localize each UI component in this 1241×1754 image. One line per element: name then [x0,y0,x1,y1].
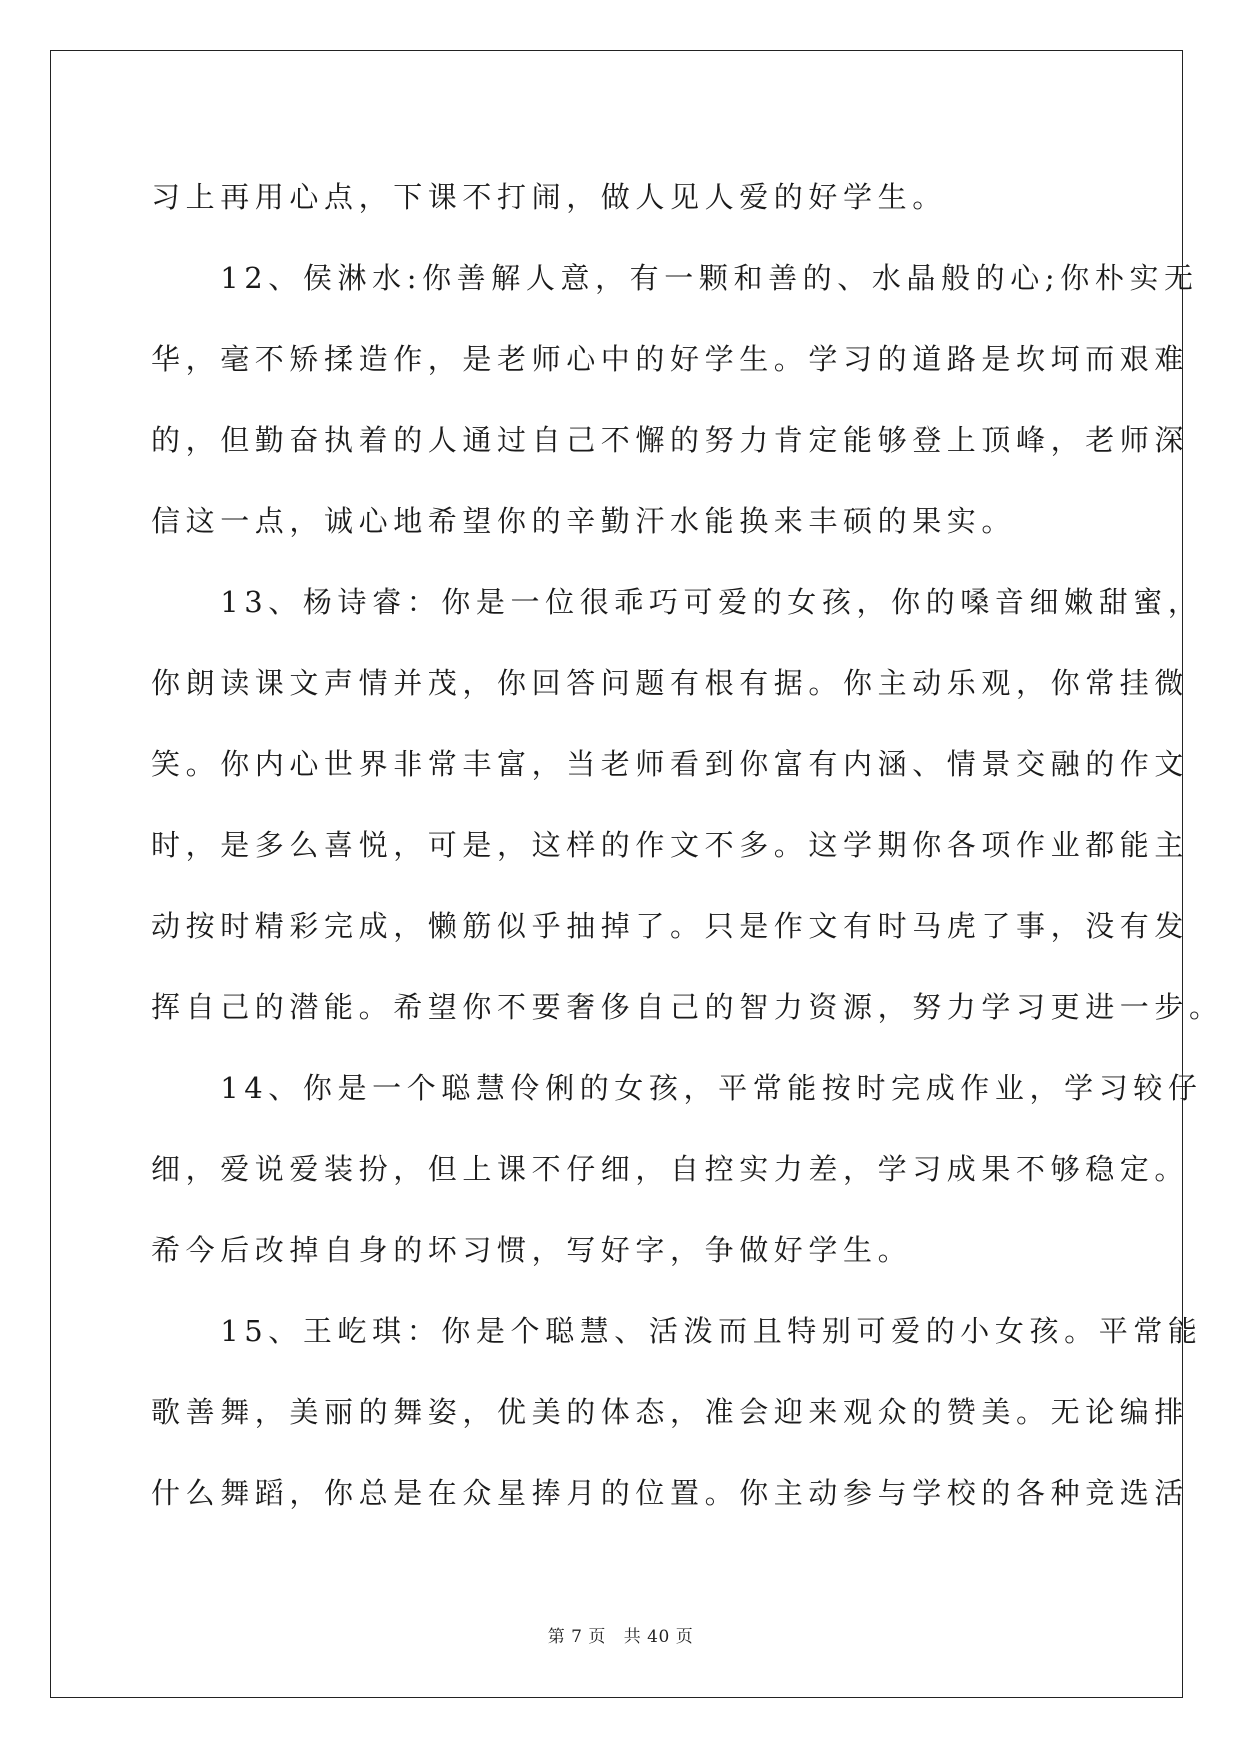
text-line: 动按时精彩完成，懒筋似乎抽掉了。只是作文有时马虎了事，没有发 [151,909,1190,943]
text-line: 习上再用心点，下课不打闹，做人见人爱的好学生。 [151,180,947,214]
document-body [151,157,1224,1534]
paragraph-continuation [151,157,1091,238]
text-line: 华，毫不矫揉造作，是老师心中的好学生。学习的道路是坎坷而艰难 [151,342,1190,376]
text-line: 希今后改掉自身的坏习惯，写好字，争做好学生。 [151,1233,913,1267]
text-line: 什么舞蹈，你总是在众星捧月的位置。你主动参与学校的各种竞选活 [151,1476,1190,1510]
text-line: 细，爱说爱装扮，但上课不仔细，自控实力差，学习成果不够稳定。 [151,1152,1190,1186]
text-line: 12、侯淋水:你善解人意，有一颗和善的、水晶般的心;你朴实无 [151,261,1199,295]
text-line: 笑。你内心世界非常丰富，当老师看到你富有内涵、情景交融的作文 [151,747,1190,781]
page-footer [0,1622,1241,1647]
paragraph-comment-13 [151,562,1224,1048]
paragraph-comment-15 [151,1291,1203,1534]
text-line: 15、王屹琪：你是个聪慧、活泼而且特别可爱的小女孩。平常能 [151,1314,1203,1348]
text-line: 信这一点，诚心地希望你的辛勤汗水能换来丰硕的果实。 [151,504,1017,538]
paragraph-comment-12 [151,238,1199,562]
text-line: 时，是多么喜悦，可是，这样的作文不多。这学期你各项作业都能主 [151,828,1190,862]
text-line: 13、杨诗睿：你是一位很乖巧可爱的女孩，你的嗓音细嫩甜蜜， [151,585,1203,619]
text-line: 歌善舞，美丽的舞姿，优美的体态，准会迎来观众的赞美。无论编排 [151,1395,1190,1429]
text-line: 的，但勤奋执着的人通过自己不懈的努力肯定能够登上顶峰，老师深 [151,423,1190,457]
text-line: 挥自己的潜能。希望你不要奢侈自己的智力资源，努力学习更进一步。 [151,990,1224,1024]
page-total: 共 40 页 [623,1627,694,1647]
text-line: 14、你是一个聪慧伶俐的女孩，平常能按时完成作业，学习较仔 [151,1071,1203,1105]
text-line: 你朗读课文声情并茂，你回答问题有根有据。你主动乐观，你常挂微 [151,666,1190,700]
paragraph-comment-14 [151,1048,1203,1291]
page-number: 第 7 页 [547,1627,606,1647]
